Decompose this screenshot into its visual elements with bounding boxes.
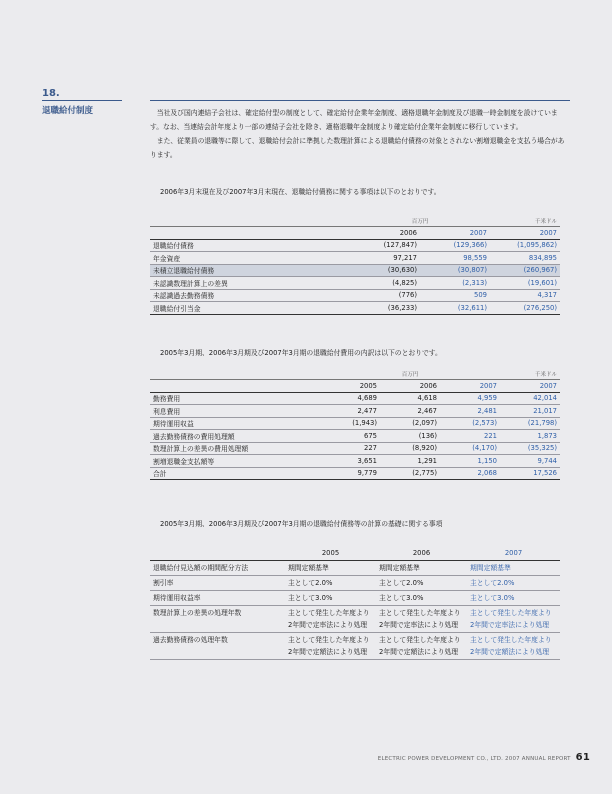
intro-paragraph: 当社及び国内連結子会社は、確定給付型の制度として、確定給付企業年金制度、適格退職年金制度及び退職一時金制度を設けています。なお、当連結会計年度より一部の連結子会社を除き、適格退職年金制度より確定給付企業年金制度に移行しています。 xyxy=(150,109,558,131)
cell: 主として3.0% xyxy=(376,591,467,606)
table-row xyxy=(150,289,560,302)
table-row xyxy=(150,239,560,252)
row-label: 合計 xyxy=(150,467,320,480)
cell: (8,920) xyxy=(380,442,440,455)
cell: 1,873 xyxy=(500,430,560,443)
cell: 2,481 xyxy=(440,405,500,418)
table3-caption: 2005年3月期、2006年3月期及び2007年3月期の退職給付債務等の計算の基礎に関する事項 xyxy=(160,520,443,528)
row-label: 退職給付見込額の期間配分方法 xyxy=(150,561,285,576)
cell: (776) xyxy=(350,289,420,302)
cell-line: 2年間で定額法により処理 xyxy=(379,648,459,656)
table-row xyxy=(150,442,560,455)
row-label: 割引率 xyxy=(150,576,285,591)
table-row xyxy=(150,430,560,443)
cell: (1,943) xyxy=(320,417,380,430)
unit-usd: 千米ドル xyxy=(490,216,560,227)
cell: 97,217 xyxy=(350,252,420,265)
cell xyxy=(285,606,376,633)
table-row xyxy=(150,417,560,430)
row-label: 数理計算上の差異の費用処理額 xyxy=(150,442,320,455)
col-header: 2005 xyxy=(285,546,376,561)
cell-line: 2年間で定率法により処理 xyxy=(288,621,368,629)
table-row xyxy=(150,576,560,591)
assumptions-table xyxy=(150,546,560,660)
cell: 98,559 xyxy=(420,252,490,265)
row-label: 期待運用収益率 xyxy=(150,591,285,606)
table-row xyxy=(150,561,560,576)
col-header: 2006 xyxy=(376,546,467,561)
cell xyxy=(467,606,560,633)
cell-line: 主として発生した年度より xyxy=(470,609,552,617)
cell-line: 2年間で定額法により処理 xyxy=(470,648,550,656)
section-title: 退職給付制度 xyxy=(42,106,94,116)
cell: (2,775) xyxy=(380,467,440,480)
body-rule xyxy=(150,100,570,101)
unit-row xyxy=(150,216,560,227)
cell: (2,573) xyxy=(440,417,500,430)
cell: 2,467 xyxy=(380,405,440,418)
pension-obligation-table xyxy=(150,216,560,315)
cell: 主として2.0% xyxy=(376,576,467,591)
cell-line: 2年間で定率法により処理 xyxy=(470,621,550,629)
row-label: 過去勤務債務の費用処理額 xyxy=(150,430,320,443)
table1-caption: 2006年3月末現在及び2007年3月末現在、退職給付債務に関する事項は以下のとおりです。 xyxy=(160,188,441,196)
col-header: 2007 xyxy=(500,380,560,393)
header-row xyxy=(150,227,560,240)
row-label: 勤務費用 xyxy=(150,392,320,405)
cell xyxy=(376,606,467,633)
cell-line: 主として発生した年度より xyxy=(288,609,370,617)
row-label: 未積立退職給付債務 xyxy=(150,264,350,277)
table-row xyxy=(150,392,560,405)
cell: 4,618 xyxy=(380,392,440,405)
footer-company: ELECTRIC POWER DEVELOPMENT CO., LTD. xyxy=(377,756,504,762)
cell: (2,097) xyxy=(380,417,440,430)
cell: 2,477 xyxy=(320,405,380,418)
cell: (32,611) xyxy=(420,302,490,315)
cell: (136) xyxy=(380,430,440,443)
cell-line: 主として発生した年度より xyxy=(379,609,461,617)
cell: 227 xyxy=(320,442,380,455)
cell-line: 主として発生した年度より xyxy=(470,636,552,644)
cell: (127,847) xyxy=(350,239,420,252)
cell: 509 xyxy=(420,289,490,302)
cell: (35,325) xyxy=(500,442,560,455)
unit-yen: 百万円 xyxy=(350,216,490,227)
cell: 3,651 xyxy=(320,455,380,468)
row-label: 未認識過去勤務債務 xyxy=(150,289,350,302)
cell: 主として3.0% xyxy=(467,591,560,606)
cell: (4,825) xyxy=(350,277,420,290)
section-number: 18. xyxy=(42,88,60,99)
cell: 期間定額基準 xyxy=(285,561,376,576)
unit-usd: 千米ドル xyxy=(500,369,560,380)
cell: 主として3.0% xyxy=(285,591,376,606)
cell: 221 xyxy=(440,430,500,443)
cell: (1,095,862) xyxy=(490,239,560,252)
cell: (30,807) xyxy=(420,264,490,277)
cell: 2,068 xyxy=(440,467,500,480)
intro-paragraph: また、従業員の退職等に際して、退職給付会計に準拠した数理計算による退職給付債務の対象とされない割増退職金を支払う場合があります。 xyxy=(150,137,565,159)
row-label: 期待運用収益 xyxy=(150,417,320,430)
table-row xyxy=(150,277,560,290)
row-label: 過去勤務債務の処理年数 xyxy=(150,633,285,660)
header-row xyxy=(150,546,560,561)
table-row xyxy=(150,633,560,660)
table-row xyxy=(150,405,560,418)
table-row xyxy=(150,455,560,468)
col-header: 2006 xyxy=(350,227,420,240)
cell: 675 xyxy=(320,430,380,443)
cell-line: 主として発生した年度より xyxy=(379,636,461,644)
cell: 834,895 xyxy=(490,252,560,265)
cell: 21,017 xyxy=(500,405,560,418)
cell: 4,959 xyxy=(440,392,500,405)
cell: 1,150 xyxy=(440,455,500,468)
col-header: 2007 xyxy=(490,227,560,240)
table-row xyxy=(150,606,560,633)
page-number: 61 xyxy=(575,752,590,763)
col-header: 2006 xyxy=(380,380,440,393)
unit-row xyxy=(150,369,560,380)
cell: 主として2.0% xyxy=(285,576,376,591)
cell: (36,233) xyxy=(350,302,420,315)
cell-line: 主として発生した年度より xyxy=(288,636,370,644)
cell: (4,170) xyxy=(440,442,500,455)
intro-text xyxy=(150,106,570,162)
cell: 4,317 xyxy=(490,289,560,302)
cell: 42,014 xyxy=(500,392,560,405)
table2-caption: 2005年3月期、2006年3月期及び2007年3月期の退職給付費用の内訳は以下のとおりです。 xyxy=(160,349,442,357)
section-rule xyxy=(42,100,122,101)
row-label: 年金資産 xyxy=(150,252,350,265)
cell: 9,779 xyxy=(320,467,380,480)
row-label: 割増退職金支払額等 xyxy=(150,455,320,468)
row-label: 利息費用 xyxy=(150,405,320,418)
cell: 17,526 xyxy=(500,467,560,480)
table-row xyxy=(150,467,560,480)
row-label: 退職給付債務 xyxy=(150,239,350,252)
unit-yen: 百万円 xyxy=(320,369,500,380)
table-row xyxy=(150,264,560,277)
col-header: 2005 xyxy=(320,380,380,393)
cell: (21,798) xyxy=(500,417,560,430)
header-row xyxy=(150,380,560,393)
pension-cost-table xyxy=(150,369,560,480)
footer-report: 2007 ANNUAL REPORT xyxy=(505,756,571,762)
cell: 主として2.0% xyxy=(467,576,560,591)
cell: (260,967) xyxy=(490,264,560,277)
cell: 9,744 xyxy=(500,455,560,468)
cell xyxy=(285,633,376,660)
row-label: 未認識数理計算上の差異 xyxy=(150,277,350,290)
col-header: 2007 xyxy=(467,546,560,561)
cell: (129,366) xyxy=(420,239,490,252)
table-row xyxy=(150,591,560,606)
cell xyxy=(376,633,467,660)
cell: 4,689 xyxy=(320,392,380,405)
row-label: 退職給付引当金 xyxy=(150,302,350,315)
cell xyxy=(467,633,560,660)
cell: 期間定額基準 xyxy=(467,561,560,576)
cell: (19,601) xyxy=(490,277,560,290)
cell-line: 2年間で定率法により処理 xyxy=(379,621,459,629)
row-label: 数理計算上の差異の処理年数 xyxy=(150,606,285,633)
cell: (2,313) xyxy=(420,277,490,290)
col-header: 2007 xyxy=(440,380,500,393)
cell: 1,291 xyxy=(380,455,440,468)
cell: (276,250) xyxy=(490,302,560,315)
table-row xyxy=(150,252,560,265)
cell: 期間定額基準 xyxy=(376,561,467,576)
cell-line: 2年間で定額法により処理 xyxy=(288,648,368,656)
page-footer xyxy=(378,752,590,763)
col-header: 2007 xyxy=(420,227,490,240)
cell: (30,630) xyxy=(350,264,420,277)
table-row xyxy=(150,302,560,315)
